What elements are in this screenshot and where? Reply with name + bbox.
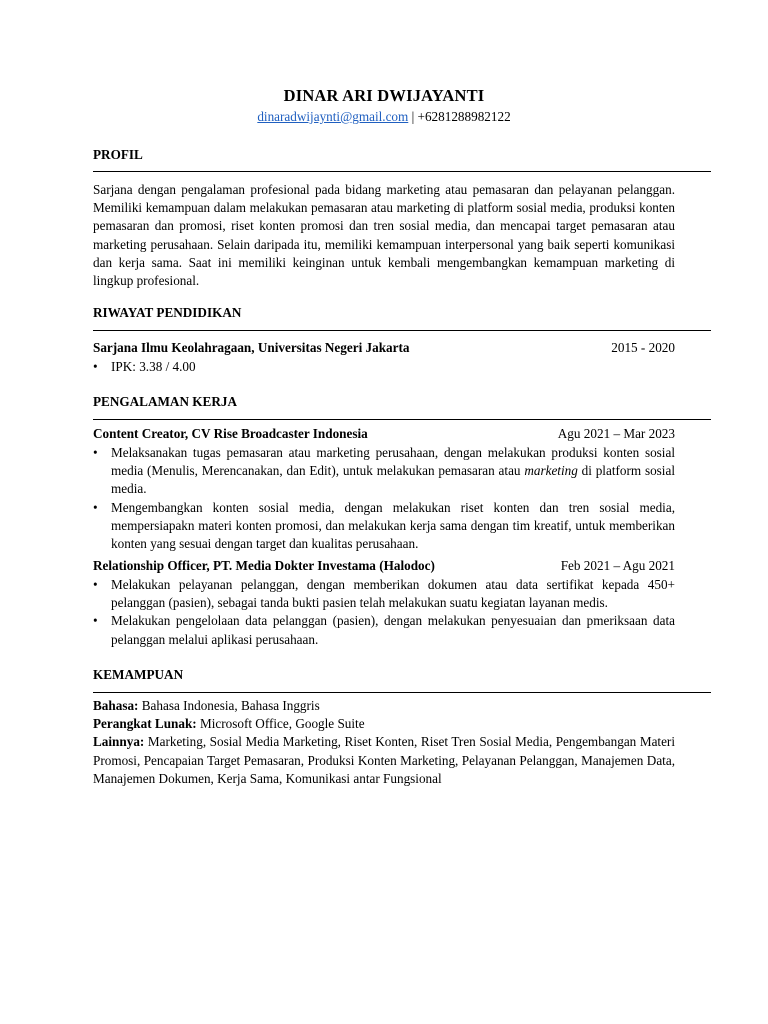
skills-list <box>93 697 675 788</box>
bullet-icon: • <box>93 499 98 515</box>
job-bullets <box>93 444 675 553</box>
job-entry-header <box>93 558 675 574</box>
section-heading-pendidikan: RIWAYAT PENDIDIKAN <box>93 305 242 320</box>
section-divider <box>93 171 711 172</box>
list-item: • Melaksanakan tugas pemasaran atau marketing perusahaan, dengan melakukan produksi konten sosial media (Menulis, Merencanakan, dan Edit), untuk melakukan pemasaran atau marketing di platform sosial media. <box>93 445 675 497</box>
job-period: Agu 2021 – Mar 2023 <box>557 426 675 441</box>
profil-summary: Sarjana dengan pengalaman profesional pada bidang marketing atau pemasaran dan pelayanan pelanggan. Memiliki kemampuan dalam melakukan pemasaran atau marketing di platform sosial media, produksi konten pemasaran dan promosi, riset konten promosi dan tren sosial media, dan mencapai target pemasaran atau marketing perusahaan. Selain daripada itu, memiliki kemampuan interpersonal yang baik seperti komunikasi dan kerja sama. Saat ini memiliki keinginan untuk kembali mengembangkan kemampuan marketing di lingkup profesional. <box>93 182 675 289</box>
skill-row-lainnya: Lainnya: Marketing, Sosial Media Marketing, Riset Konten, Riset Tren Sosial Media, Pengembangan Materi Promosi, Pencapaian Target Pemasaran, Produksi Konten Marketing, Pelayanan Pelanggan, Manajemen Data, Manajemen Dokumen, Kerja Sama, Komunikasi antar Fungsional <box>93 734 675 786</box>
section-divider <box>93 419 711 420</box>
skill-row-perangkat-lunak: Perangkat Lunak: Microsoft Office, Google Suite <box>93 716 365 732</box>
list-item: • Melakukan pengelolaan data pelanggan (pasien), dengan melakukan penyesuaian dan pmeriksaan data pelanggan melalui aplikasi perusahaan. <box>93 613 675 647</box>
job-period: Feb 2021 – Agu 2021 <box>560 558 675 573</box>
skill-row-bahasa: Bahasa: Bahasa Indonesia, Bahasa Inggris <box>93 698 320 713</box>
contact-line <box>93 109 675 125</box>
section-divider <box>93 330 711 331</box>
list-item: • IPK: 3.38 / 4.00 <box>93 358 675 376</box>
job-title: Content Creator, CV Rise Broadcaster Indonesia <box>93 426 368 441</box>
email-link[interactable]: dinaradwijaynti@gmail.com <box>257 109 409 124</box>
section-heading-pengalaman: PENGALAMAN KERJA <box>93 394 237 409</box>
section-divider <box>93 692 711 693</box>
bullet-icon: • <box>93 577 98 592</box>
education-period: 2015 - 2020 <box>611 340 675 355</box>
job-title: Relationship Officer, PT. Media Dokter Investama (Halodoc) <box>93 558 435 573</box>
list-item: • Mengembangkan konten sosial media, dengan melakukan riset konten dan tren sosial media, mempersiapakn materi konten promosi, dan melakukan kerja sama dengan tim kreatif, untuk memberikan konten yang sesuai dengan target dan kualitas perusahaan. <box>93 499 675 552</box>
education-title: Sarjana Ilmu Keolahragaan, Universitas Negeri Jakarta <box>93 340 410 355</box>
bullet-icon: • <box>93 613 98 629</box>
list-item: • Melakukan pelayanan pelanggan, dengan memberikan dokumen atau data sertifikat kepada 450+ pelanggan (pasien), sebagai tanda bukti pasien telah melakukan suatu kegiatan layanan medis. <box>93 577 675 611</box>
education-bullets <box>93 358 675 376</box>
section-heading-kemampuan: KEMAMPUAN <box>93 667 184 682</box>
candidate-name: DINAR ARI DWIJAYANTI <box>283 86 485 105</box>
bullet-icon: • <box>93 359 98 374</box>
job-bullets <box>93 576 675 649</box>
bullet-icon: • <box>93 445 98 460</box>
phone-number: | +6281288982122 <box>408 109 511 124</box>
job-entry-header <box>93 426 675 442</box>
education-entry <box>93 340 675 356</box>
section-heading-profil: PROFIL <box>93 147 143 162</box>
